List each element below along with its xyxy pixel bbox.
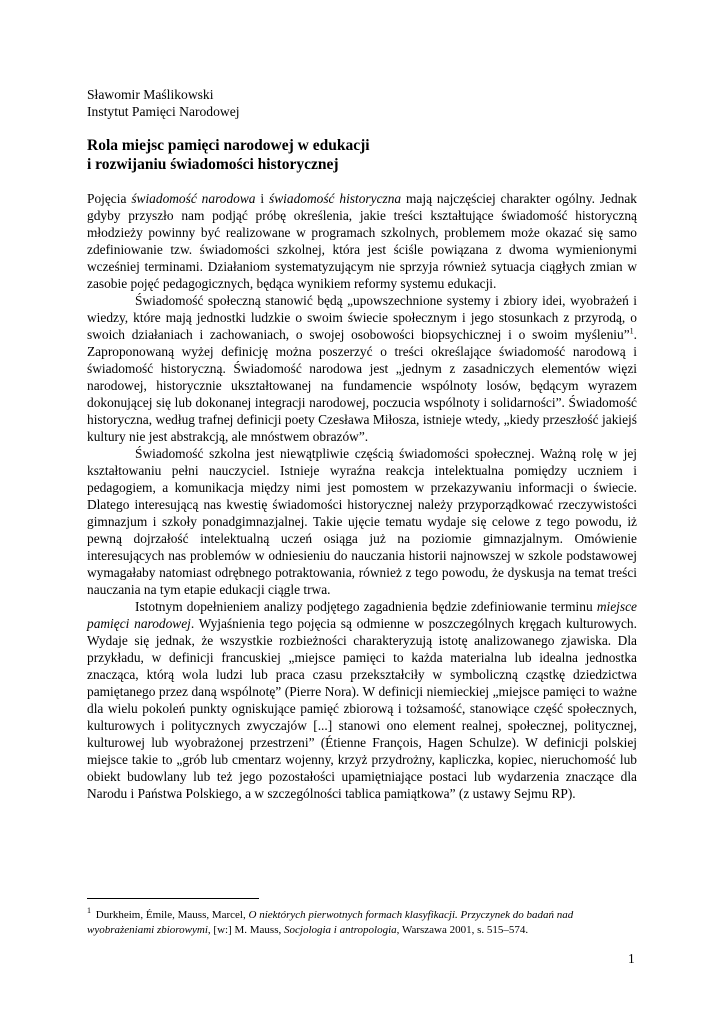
p1-text-c: i [255,191,270,206]
footnote [87,908,637,938]
title-line-1: Rola miejsc pamięci narodowej w edukacji [87,137,370,154]
footnote-authors: Durkheim, Émile, Mauss, Marcel, [93,909,249,921]
paragraph-3: Świadomość szkolna jest niewątpliwie częścią świadomości społecznej. Ważną rolę w jej kształtowaniu pełni nauczyciel. Istnieje wyraźna reakcja intelektualna pomiędzy uczniem i pedagogiem, a komunikacja między nimi jest pomostem w przekazywaniu informacji o świecie. Dlatego interesującą nas kwestię świadomości historycznej należy przyporządkować rzeczywistości gimnazjum i szkoły ponadgimnazjalnej. Takie ujęcie tematu wydaje się celowe z tego powodu, iż pewną dojrzałość intelektualną uczeń osiąga już na poziomie gimnazjalnym. Omówienie interesujących nas problemów w odniesieniu do nauczania historii najnowszej w szkole podstawowej wymagałaby natomiast odrębnego potraktowania, również z tego powodu, że dyskusja na temat treści nauczania na tym etapie edukacji ciągle trwa. [87,446,637,597]
title-line-2: i rozwijaniu świadomości historycznej [87,156,339,173]
footnote-publication: , Warszawa 2001, s. 515–574. [396,924,529,936]
article-title [87,136,647,174]
p4-text-a: Istotnym dopełnieniem analizy podjętego zagadnienia będzie zdefiniowanie terminu [135,599,597,614]
author-block [87,86,240,120]
p1-term-national-consciousness: świadomość narodowa [131,191,256,206]
footnote-book-title: Socjologia i antropologia [284,924,397,936]
author-name: Sławomir Maślikowski [87,87,214,102]
page-number: 1 [628,951,635,966]
paragraph-2 [87,292,637,445]
footnote-work-title: O niektórych pierwotnych formach klasyfikacji. Przyczynek do badań nad wyobrażeniami zbiorowymi [87,909,574,936]
paragraph-4 [87,598,637,802]
p1-text-e: mają najczęściej charakter ogólny. Jednak gdyby przyszło nam podjąć próbę określenia, jakie treści kształtujące świadomość historyczną młodzieży powinny być realizowane w programach szkolnych, problemem może okazać się samo zdefiniowanie tzw. świadomości szkolnej, która jest ściśle powiązana z dwoma wymienionymi wcześniej terminami. Działaniom systematyzującym nie sprzyja również sytuacja ciągłych zmian w zasobie pojęć pedagogicznych, będąca wynikiem reformy systemu edukacji. [87,191,638,291]
p1-text-a: Pojęcia [87,191,132,206]
paragraph-1 [87,190,637,292]
p1-term-historical-consciousness: świadomość historyczna [269,191,402,206]
author-institution: Instytut Pamięci Narodowej [87,104,240,119]
footnote-marker: 1 [87,906,91,916]
footnote-in: , [w:] M. Mauss, [207,924,284,936]
footnote-divider [87,898,259,899]
article-body [87,190,637,802]
footnote-reference[interactable]: 1 [629,326,634,336]
p2-text-a: Świadomość społeczną stanowić będą „upowszechnione systemy i zbiory idei, wyobrażeń i wiedzy, które mają jednostki ludzkie o swoim świecie społecznym i jego stosunkach z przyrodą, o swoich działaniach i zachowaniach, o swojej osobowości biopsychicznej i o swoim myśleniu” [87,293,637,342]
p4-text-c: . Wyjaśnienia tego pojęcia są odmienne w poszczególnych kręgach kulturowych. Wydaje się jednak, że wszystkie rozbieżności charakteryzują istotę analizowanego zjawiska. Dla przykładu, w definicji francuskiej „miejsce pamięci to każda materialna lub idealna jednostka znacząca, którą wola ludzi lub praca czasu przekształciły w symboliczną cząstkę dziedzictwa pamiętanego przez daną wspólnotę” (Pierre Nora). W definicji niemieckiej „miejsce pamięci to ważne dla wielu pokoleń punkty ogniskujące pamięć zbiorową i tożsamość, stanowiące część społecznych, kulturowych i politycznych zwyczajów [...] stanowi ono element realnej, społecznej, politycznej, kulturowej lub wyobrażonej przestrzeni” (Étienne François, Hagen Schulze). W definicji polskiej miejsce takie to „grób lub cmentarz wojenny, krzyż przydrożny, kapliczka, kopiec, nieruchomość lub obiekt budowlany lub też jego pozostałości upamiętniające postaci lub wydarzenia znaczące dla Narodu i Państwa Polskiego, a w szczególności tablica pamiątkowa” (z ustawy Sejmu RP). [87,616,637,801]
p2-text-b: . Zaproponowaną wyżej definicję można poszerzyć o treści określające świadomość narodową i świadomość historyczną. Świadomość narodowa jest „jednym z zasadniczych elementów więzi narodowej, historycznie ukształtowanej na fundamencie wspólnoty losów, będącym wyrazem dokonującej się lub dokonanej integracji narodowej, poczucia wspólnoty i solidarności”. Świadomość historyczna, według trafnej definicji poety Czesława Miłosza, istnieje wtedy, „kiedy przeszłość jakiejś kultury nie jest abstrakcją, ale mnóstwem obrazów”. [87,327,637,444]
p4-term-memory-place: miejsce pamięci narodowej [87,599,637,631]
